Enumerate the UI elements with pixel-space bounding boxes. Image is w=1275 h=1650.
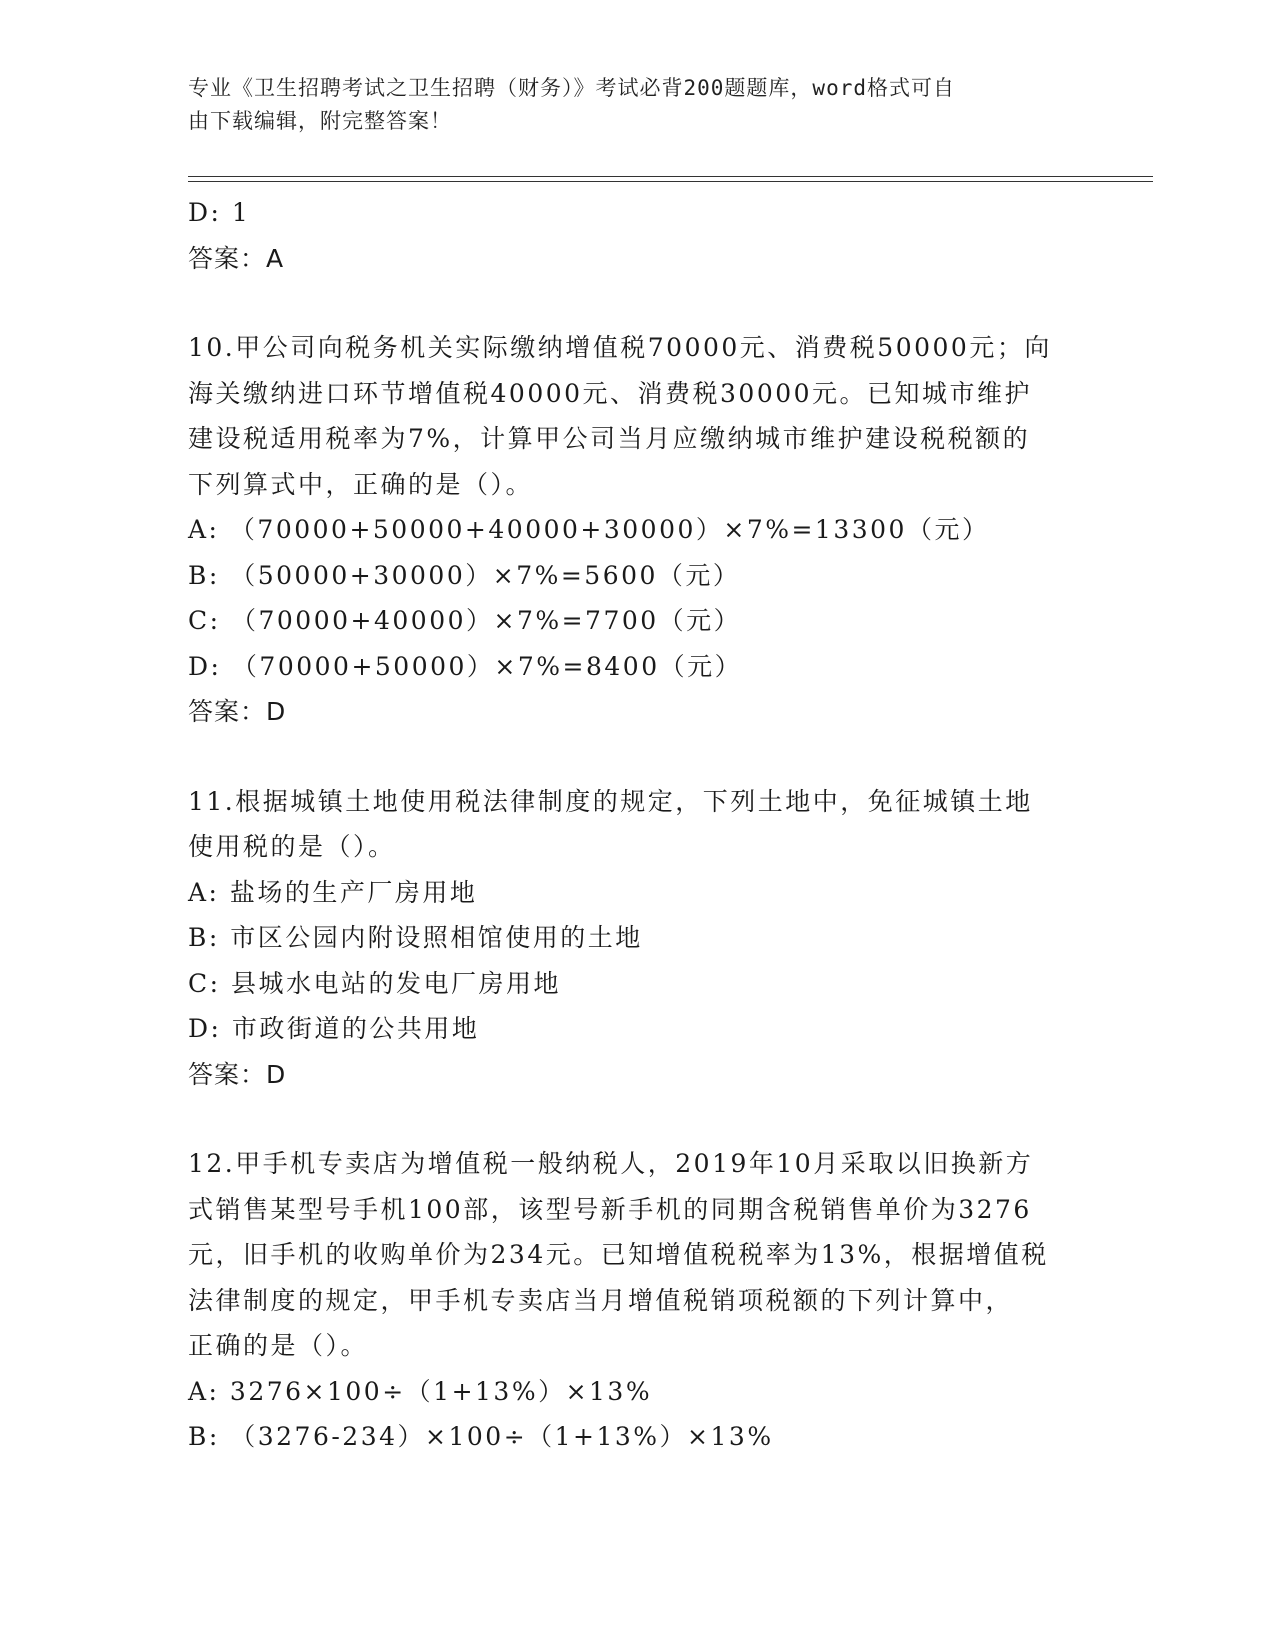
- question-text-line: 元，旧手机的收购单价为234元。已知增值税税率为13%，根据增值税: [188, 1240, 1049, 1269]
- option-b: B: 市区公园内附设照相馆使用的土地: [188, 923, 643, 952]
- question-text-line: 下列算式中，正确的是（）。: [188, 469, 534, 499]
- option-c: C: 县城水电站的发电厂房用地: [188, 968, 561, 998]
- question-text-line: 10.甲公司向税务机关实际缴纳增值税70000元、消费税50000元；向: [188, 333, 1052, 362]
- question-text-line: 建设税适用税率为7%，计算甲公司当月应缴纳城市维护建设税税额的: [188, 424, 1031, 453]
- option-a: A: 盐场的生产厂房用地: [188, 877, 478, 907]
- question-text-line: 使用税的是（）。: [188, 832, 396, 861]
- option-d: D: 市政街道的公共用地: [188, 1014, 480, 1043]
- option-d: D: 1: [188, 198, 251, 227]
- header-divider-top: [188, 176, 1153, 177]
- answer-line: 答案：D: [188, 1059, 287, 1089]
- option-b: B: （50000+30000）×7%=5600（元）: [188, 560, 741, 590]
- document-body: [188, 190, 1088, 1460]
- question-10: [188, 325, 1088, 735]
- question-text-line: 12.甲手机专卖店为增值税一般纳税人，2019年10月采取以旧换新方: [188, 1149, 1034, 1178]
- question-text-line: 正确的是（）。: [188, 1331, 369, 1360]
- question-9-tail: [188, 190, 1088, 281]
- header-line-2: 由下载编辑，附完整答案！: [188, 109, 452, 133]
- option-a: A: 3276×100÷（1+13%）×13%: [188, 1376, 653, 1406]
- question-text-line: 式销售某型号手机100部，该型号新手机的同期含税销售单价为3276: [188, 1194, 1032, 1224]
- question-11: [188, 779, 1088, 1098]
- question-text-line: 11.根据城镇土地使用税法律制度的规定，下列土地中，免征城镇土地: [188, 786, 1033, 816]
- option-a: A: （70000+50000+40000+30000）×7%=13300（元）: [188, 515, 990, 544]
- document-header: [188, 72, 1068, 138]
- option-c: C: （70000+40000）×7%=7700（元）: [188, 606, 742, 635]
- option-b: B: （3276-234）×100÷（1+13%）×13%: [188, 1422, 774, 1451]
- question-12: [188, 1141, 1088, 1460]
- header-divider-bottom: [188, 181, 1153, 182]
- answer-line: 答案：D: [188, 697, 287, 726]
- option-d: D: （70000+50000）×7%=8400（元）: [188, 651, 743, 681]
- question-text-line: 法律制度的规定，甲手机专卖店当月增值税销项税额的下列计算中，: [188, 1285, 1014, 1315]
- question-text-line: 海关缴纳进口环节增值税40000元、消费税30000元。已知城市维护: [188, 378, 1033, 408]
- header-line-1: 专业《卫生招聘考试之卫生招聘（财务）》考试必背200题题库，word格式可自: [188, 76, 955, 100]
- answer-line: 答案：A: [188, 243, 285, 273]
